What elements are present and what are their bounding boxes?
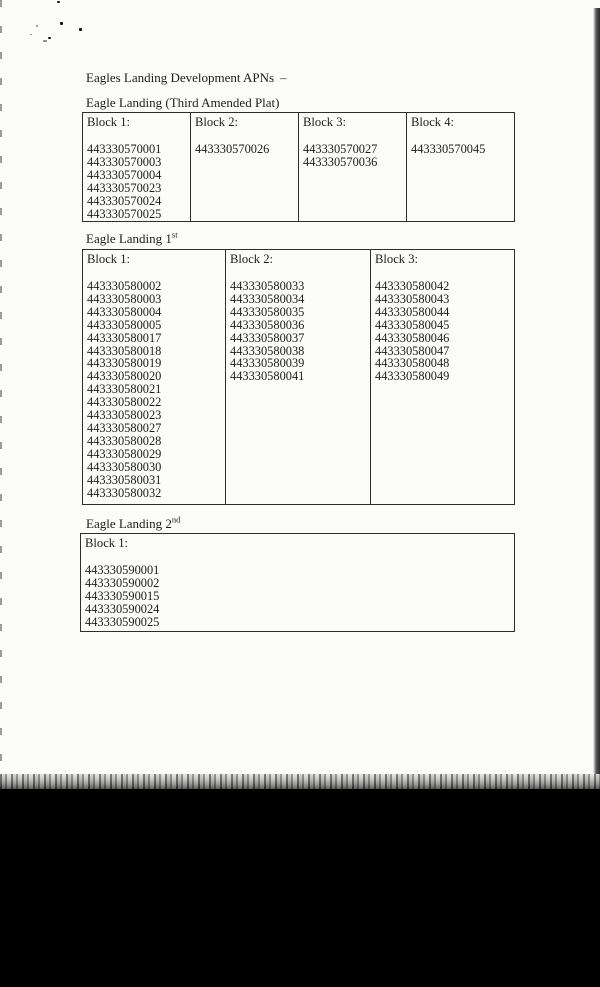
section-label-ordinal: nd [171,514,181,525]
apn-value: 443330580032 [87,485,162,500]
apn-value: 443330580038 [230,343,305,358]
apn-value: 443330580018 [87,343,162,358]
block-column [191,113,299,221]
apn-value: 443330580028 [87,433,162,448]
apn-value: 443330590024 [85,601,160,616]
scan-left-edge-line [0,0,2,780]
scan-speckle [43,40,47,42]
apn-value: 443330580030 [87,459,162,474]
block-column [371,250,514,504]
section-label-text: Eagle Landing (Third Amended Plat) [86,95,280,110]
block-header: Block 3: [375,252,419,266]
apn-value: 443330570004 [87,167,162,182]
apn-table-eagle-landing-2nd [80,533,515,632]
scan-right-edge-line [593,8,600,775]
apn-value: 443330570045 [411,142,486,156]
scan-speckle [60,22,63,25]
apn-table-eagle-landing-1st [82,249,515,505]
block-column [83,113,191,221]
block-header: Block 3: [303,115,347,129]
apn-value: 443330590001 [85,563,160,577]
block-column [83,250,226,504]
apn-value: 443330580042 [375,279,450,293]
apn-value: 443330570025 [87,206,162,221]
apn-value: 443330580003 [87,291,162,306]
apn-value: 443330580031 [87,472,162,487]
apn-value: 443330570026 [195,142,270,156]
apn-value: 443330580004 [87,304,162,319]
block-column [81,534,514,631]
stray-dash-mark: – [280,70,287,85]
apn-value: 443330580002 [87,279,162,293]
apn-value: 443330580029 [87,446,162,461]
section-label-ordinal: st [171,229,178,240]
block-header: Block 1: [87,115,131,129]
block-header: Block 2: [195,115,239,129]
scan-speckle [48,37,51,39]
scan-speckle [57,1,60,3]
apn-value: 443330570001 [87,142,162,156]
apn-value: 443330570024 [87,193,162,208]
apn-value: 443330580005 [87,317,162,332]
apn-value: 443330580023 [87,408,162,423]
block-header: Block 2: [230,252,274,266]
apn-value: 443330570036 [303,154,378,169]
apn-value: 443330580041 [230,369,305,384]
apn-value: 443330580034 [230,291,305,306]
apn-value: 443330580048 [375,356,450,371]
block-header: Block 1: [87,252,131,266]
apn-value: 443330580017 [87,330,162,345]
apn-value: 443330580036 [230,317,305,332]
block-column [299,113,407,221]
paper-edge-tear-band [0,774,600,790]
apn-value: 443330580035 [230,304,305,319]
apn-value: 443330570003 [87,154,162,169]
block-header: Block 4: [411,115,455,129]
section-label-third-amended-plat [86,95,280,111]
block-column [226,250,371,504]
apn-value: 443330580039 [230,356,305,371]
apn-value: 443330590015 [85,588,160,603]
page-title: Eagles Landing Development APNs [86,70,275,85]
section-label-eagle-landing-2nd [86,516,180,532]
apn-value: 443330580020 [87,369,162,384]
apn-value: 443330590025 [85,614,160,629]
scan-speckle [36,25,38,27]
apn-value: 443330570023 [87,180,162,195]
apn-value: 443330580047 [375,343,450,358]
block-header: Block 1: [85,536,129,550]
apn-value: 443330580019 [87,356,162,371]
apn-value: 443330580037 [230,330,305,345]
scan-speckle [79,28,82,31]
section-label-text: Eagle Landing 1 [86,231,172,246]
apn-table-third-amended-plat [82,112,515,222]
apn-value: 443330580045 [375,317,450,332]
block-column [407,113,514,221]
section-label-eagle-landing-1st [86,231,178,247]
section-label-text: Eagle Landing 2 [86,516,172,531]
scan-speckle [30,34,32,35]
apn-value: 443330580043 [375,291,450,306]
apn-value: 443330580033 [230,279,305,293]
apn-value: 443330580027 [87,420,162,435]
apn-value: 443330580044 [375,304,450,319]
scanner-black-area [0,789,600,987]
apn-value: 443330580046 [375,330,450,345]
apn-value: 443330580021 [87,382,162,397]
apn-value: 443330580049 [375,369,450,384]
apn-value: 443330590002 [85,575,160,590]
apn-value: 443330580022 [87,395,162,410]
apn-value: 443330570027 [303,142,378,156]
